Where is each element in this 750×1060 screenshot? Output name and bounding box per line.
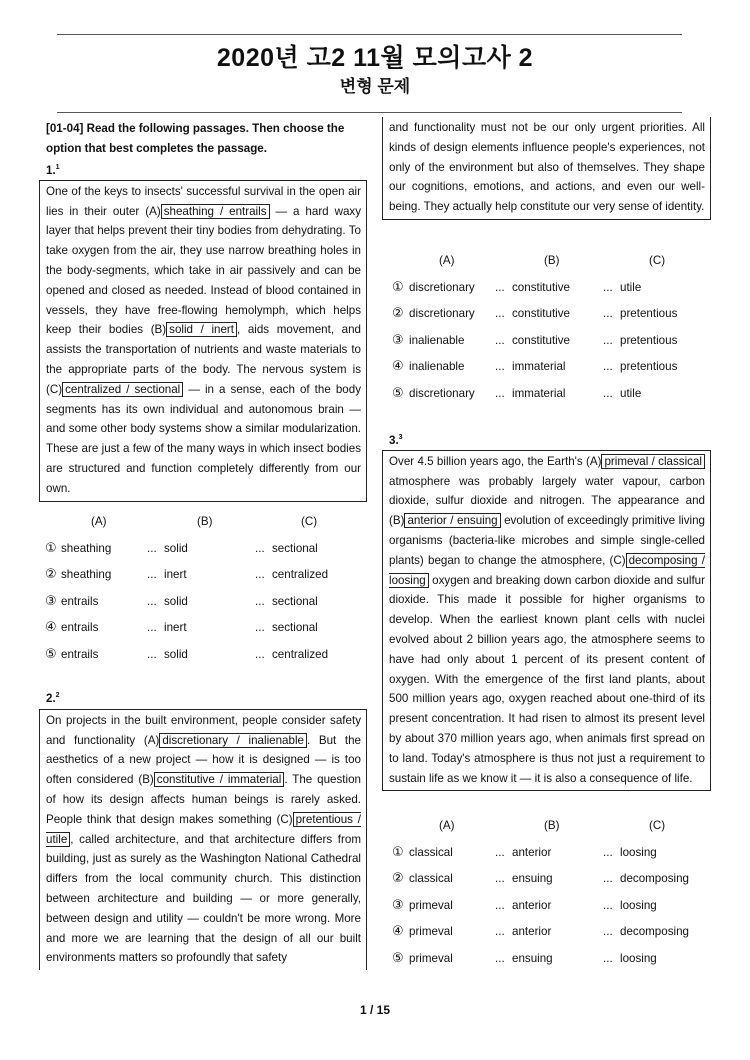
page-title: 2020년 고2 11월 모의고사 2 <box>216 44 534 72</box>
choice-row[interactable] <box>392 949 712 979</box>
choice-number: ④ <box>45 619 57 634</box>
choice-number: ① <box>392 278 404 294</box>
choice-row[interactable] <box>392 360 712 387</box>
ellipsis: ... <box>495 872 505 885</box>
choice-number: ⑤ <box>45 645 57 661</box>
choice-row[interactable] <box>392 843 712 873</box>
choice-c: loosing <box>620 845 657 859</box>
ellipsis: ... <box>495 951 505 965</box>
right-column <box>382 117 711 220</box>
choice-b: immaterial <box>512 360 566 373</box>
choice-row[interactable] <box>392 331 712 361</box>
q1-text-b: — a hard waxy layer that helps prevent their tiny bodies from dehydrating. To take oxygen from the air, they use narrow breathing holes in the body-segments, which take in air passively and can be opened and closed as needed. Instead of blood contained in vessels, they have free-flowing hemolymph, which helps keep their bodies (B) <box>46 204 361 337</box>
question-2-continuation: and functionality must not be our only urgent priorities. All kinds of design elements influence people's experiences, not only of the environment but also of themselves. They shape our cognitions, emotions, and actions, and even our well-being. They actually help constitute our very sense of identity. <box>382 117 711 220</box>
question-1-label: 1. <box>46 163 56 177</box>
choice-row[interactable] <box>45 621 365 648</box>
choice-a: primeval <box>409 925 453 938</box>
choice-c: decomposing <box>620 925 689 938</box>
question-2-label: 2. <box>46 691 56 705</box>
ellipsis: ... <box>495 845 505 859</box>
choice-number: ③ <box>392 331 404 347</box>
ellipsis: ... <box>603 360 613 373</box>
q1-text-c: , aids movement, and assists the transportation of nutrients and waste materials to the appropriate parts of the body. The nervous system is (C) <box>46 323 362 396</box>
choice-b: ensuing <box>512 872 553 885</box>
choice-b: solid <box>164 541 188 555</box>
choice-number: ② <box>392 870 404 885</box>
choice-a: entrails <box>61 594 99 608</box>
choices-header <box>392 254 712 281</box>
choice-c: pretentious <box>620 360 678 373</box>
choice-row[interactable] <box>392 278 712 308</box>
ellipsis: ... <box>147 541 157 555</box>
choice-a: entrails <box>61 647 99 661</box>
ellipsis: ... <box>495 333 505 347</box>
q3-text-c: evolution of exceedingly primitive living organisms (bacteria-like microbes and simple single-celled plants) began to change the atmosphere, (C) <box>389 514 705 567</box>
ellipsis: ... <box>603 951 613 965</box>
q3-text-d: oxygen and breaking down carbon dioxide and sulfur dioxide. This made it possible for higher organisms to develop. When the earliest known plant cells with nuclei evolved about 2 billion years ago, the atmosphere seems to have had only about 1 percent of its present content of oxygen. With the emergence of the first land plants, about 500 million years ago, oxygen reached about one-third of its present concentration. It had risen to almost its present level by about 370 million years ago, when animals first spread on to land. Today's atmosphere is thus not just a requirement to sustain life as we know it — it is also a consequence of life. <box>389 573 705 785</box>
ellipsis: ... <box>255 594 265 608</box>
choice-b: anterior <box>512 925 552 938</box>
choice-a: sheathing <box>61 568 112 581</box>
choice-a: entrails <box>61 621 99 634</box>
ellipsis: ... <box>603 845 613 859</box>
choice-b: constitutive <box>512 333 570 347</box>
choice-a: inalienable <box>409 360 465 373</box>
choice-row[interactable] <box>392 896 712 926</box>
question-3-passage <box>382 450 711 792</box>
ellipsis: ... <box>495 898 505 912</box>
choice-number: ⑤ <box>392 949 404 965</box>
ellipsis: ... <box>147 647 157 661</box>
choice-c: centralized <box>272 568 329 581</box>
choice-a: primeval <box>409 951 453 965</box>
choice-number: ④ <box>392 923 404 938</box>
question-3-footnote: 3 <box>398 434 403 441</box>
header-c: (C) <box>649 819 666 832</box>
choice-a: sheathing <box>61 541 112 555</box>
question-2-footnote: 2 <box>55 692 60 699</box>
ellipsis: ... <box>255 647 265 661</box>
choice-b: constitutive <box>512 280 570 294</box>
ellipsis: ... <box>603 307 613 320</box>
ellipsis: ... <box>603 333 613 347</box>
ellipsis: ... <box>495 386 505 400</box>
q1-option-b[interactable]: solid / inert <box>166 322 237 337</box>
choice-number: ② <box>45 566 57 581</box>
choice-a: discretionary <box>409 307 475 320</box>
ellipsis: ... <box>147 621 157 634</box>
choice-row[interactable] <box>392 307 712 334</box>
question-3-label: 3. <box>389 433 399 447</box>
q3-option-c[interactable]: decomposing / loosing <box>389 553 705 587</box>
choice-c: sectional <box>272 594 318 608</box>
ellipsis: ... <box>603 872 613 885</box>
choice-c: decomposing <box>620 872 689 885</box>
header-c: (C) <box>301 515 318 528</box>
choice-c: pretentious <box>620 307 678 320</box>
instructions: [01-04] Read the following passages. Then choose the option that best completes the passage. <box>46 122 345 155</box>
question-1-footnote: 1 <box>55 164 60 171</box>
q2-text-b: . But the aesthetics of a new project — how it is designed — is too often considered (B) <box>46 733 362 787</box>
ellipsis: ... <box>255 621 265 634</box>
question-3-choices <box>392 819 712 978</box>
choice-c: utile <box>620 280 642 294</box>
choice-c: loosing <box>620 951 657 965</box>
choice-c: pretentious <box>620 333 678 347</box>
ellipsis: ... <box>495 307 505 320</box>
choice-row[interactable] <box>392 872 712 899</box>
q1-option-a[interactable]: sheathing / entrails <box>161 204 270 219</box>
choice-b: ensuing <box>512 951 553 965</box>
ellipsis: ... <box>495 360 505 373</box>
choice-a: primeval <box>409 898 453 912</box>
page-subtitle: 변형 문제 <box>339 77 411 96</box>
ellipsis: ... <box>495 925 505 938</box>
choice-b: constitutive <box>512 307 570 320</box>
ellipsis: ... <box>603 386 613 400</box>
header-b: (B) <box>544 254 560 267</box>
choice-c: loosing <box>620 898 657 912</box>
choice-row[interactable] <box>45 592 365 622</box>
choice-b: inert <box>164 621 187 634</box>
choice-b: inert <box>164 568 187 581</box>
choice-b: immaterial <box>512 386 566 400</box>
question-2-passage <box>39 709 367 970</box>
ellipsis: ... <box>495 280 505 294</box>
header-rule <box>57 112 682 113</box>
choice-c: centralized <box>272 647 329 661</box>
choice-b: solid <box>164 647 188 661</box>
q2-text-c: . The question of how its design affects human beings is rarely asked. People think that design makes something (C) <box>46 773 361 826</box>
question-2-choices <box>392 254 712 413</box>
choice-number: ③ <box>45 592 57 608</box>
q3-option-b[interactable]: anterior / ensuing <box>404 513 500 528</box>
q3-text-b: atmosphere was probably largely water vapour, carbon dioxide, sulfur dioxide and nitrogen. The appearance and (B) <box>389 474 705 528</box>
choice-b: anterior <box>512 898 552 912</box>
header-a: (A) <box>91 515 107 528</box>
choice-a: inalienable <box>409 333 465 347</box>
question-2-number <box>39 686 367 709</box>
choice-number: ③ <box>392 896 404 912</box>
q2-text-a: On projects in the built environment, people consider safety and functionality (A) <box>46 713 361 747</box>
q2-option-c[interactable]: pretentious / utile <box>46 812 361 846</box>
ellipsis: ... <box>255 568 265 581</box>
top-rule <box>57 34 682 35</box>
choice-c: sectional <box>272 541 318 555</box>
q1-text-d: — in a sense, each of the body segments has its own individual and autonomous brain — and some other body systems show a similar modularization. These are just a few of the many ways in which insect bodies are structured and function completely differently from our own. <box>46 382 361 495</box>
q1-text-a: One of the keys to insects' successful survival in the open air lies in their outer (A) <box>46 184 361 218</box>
page-number: 1 / 15 <box>359 1003 391 1017</box>
choices-header <box>392 819 712 846</box>
choice-a: classical <box>409 845 453 859</box>
choice-b: anterior <box>512 845 552 859</box>
q2-text-d: , called architecture, and that architecture differs from building, just as surely as the Washington National Cathedral differs from the local community church. This distinction between architecture and building — or more generally, between design and utility — couldn't be more wrong. More and more we are learning that the design of all our built environments matters so profoundly that safety <box>46 832 361 965</box>
question-1-number <box>39 158 367 180</box>
choice-c: sectional <box>272 621 318 634</box>
q2-option-b[interactable]: constitutive / immaterial <box>154 772 285 787</box>
q1-option-c[interactable]: centralized / sectional <box>62 382 183 397</box>
choice-number: ① <box>392 843 404 859</box>
choices-header <box>45 515 365 542</box>
ellipsis: ... <box>603 925 613 938</box>
ellipsis: ... <box>147 594 157 608</box>
header-b: (B) <box>544 819 560 832</box>
choice-a: discretionary <box>409 280 475 294</box>
choice-number: ① <box>45 539 57 555</box>
q3-text-a: Over 4.5 billion years ago, the Earth's (A) <box>389 454 602 468</box>
question-1-choices <box>45 515 365 674</box>
choice-number: ④ <box>392 358 404 373</box>
header-a: (A) <box>439 819 455 832</box>
choice-number: ② <box>392 305 404 320</box>
ellipsis: ... <box>603 898 613 912</box>
question-3-number <box>382 428 711 450</box>
ellipsis: ... <box>147 568 157 581</box>
choice-row[interactable] <box>392 384 712 414</box>
choice-row[interactable] <box>45 539 365 569</box>
question-2-block <box>39 686 367 970</box>
header-c: (C) <box>649 254 666 267</box>
choice-row[interactable] <box>392 925 712 952</box>
q2-option-a[interactable]: discretionary / inalienable <box>159 733 307 748</box>
choice-row[interactable] <box>45 568 365 595</box>
header-b: (B) <box>197 515 213 528</box>
choice-a: classical <box>409 872 453 885</box>
choice-a: discretionary <box>409 386 475 400</box>
ellipsis: ... <box>255 541 265 555</box>
question-3-block <box>382 428 711 791</box>
question-1-passage <box>39 180 367 502</box>
q3-option-a[interactable]: primeval / classical <box>601 454 705 469</box>
choice-row[interactable] <box>45 645 365 675</box>
choice-number: ⑤ <box>392 384 404 400</box>
left-column <box>39 119 367 502</box>
choice-b: solid <box>164 594 188 608</box>
ellipsis: ... <box>603 280 613 294</box>
choice-c: utile <box>620 386 642 400</box>
header-a: (A) <box>439 254 455 267</box>
